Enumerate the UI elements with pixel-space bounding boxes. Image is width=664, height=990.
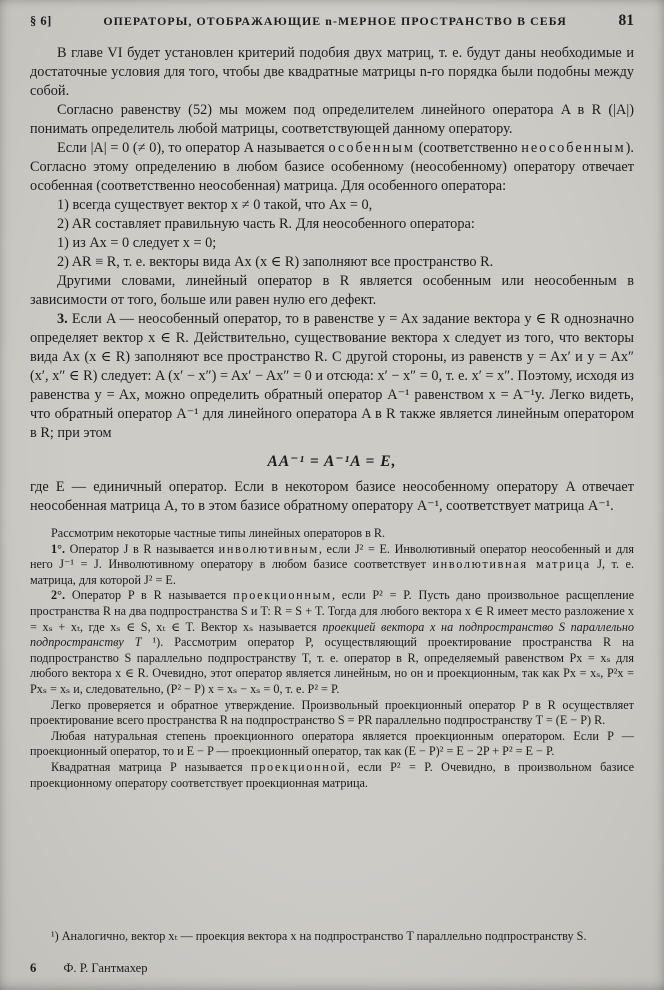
para-singular-definition: Если |A| = 0 (≠ 0), то оператор A называется особенным (соответственно неособенным). Согласно этому определению в любом базисе особенному (неособенному) оператору отвечает особенная (соответственно неособенная) матрица. Для особенного оператора: — [30, 140, 634, 194]
para-projection-operator: 2°. Оператор P в R называется проекционным, если P² = P. Пусть дано произвольное расщепление пространства R на два подпространства S и T: R = S + T. Тогда для любого вектора x ∈ R имеет место разложение x = xₛ + xₜ, где xₛ ∈ S, xₜ ∈ T. Вектор xₛ называется проекцией вектора x на подпространство S параллельно подпространству T ¹). Рассмотрим оператор P, осуществляющий проектирование пространства R на подпространство S параллельно подпространству T, т. е. оператор в R, определяемый равенством Px = xₛ для любого вектора x ∈ R. Очевидно, этот оператор является линейным, но он и проекционным, так как Px = xₛ, P²x = Pxₛ = xₛ и, следовательно, (P² − P) x = xₛ − xₛ = 0, т. е. P² = P. — [30, 588, 634, 696]
formula-inverse-identity: AA⁻¹ = A⁻¹A = E, — [267, 453, 397, 470]
page-bottom — [30, 929, 634, 976]
page-number: 81 — [618, 12, 634, 29]
para-inverse-operator: 3. Если A — неособенный оператор, то в равенстве y = Ax задание вектора y ∈ R однозначно определяет вектор x ∈ R. Действительно, существование вектора x следует из того, что векторы вида Ax (x ∈ R) заполняют все пространство R. С другой стороны, из равенств y = Ax′ и y = Ax″ (x′, x″ ∈ R) следует: A (x′ − x″) = Ax′ − Ax″ = 0 и отсюда: x′ − x″ = 0, т. е. x′ = x″. Поэтому, исходя из равенства y = Ax, можно определить обратный оператор A⁻¹ равенством x = A⁻¹y. Легко видеть, что обратный оператор A⁻¹ для линейного оператора A в R также является линейным оператором в R; при этом — [30, 311, 635, 441]
para-unit-operator: где E — единичный оператор. Если в некотором базисе неособенному оператору A отвечает неособенная матрица A, то в этом базисе обратному оператору A⁻¹, соответствует матрица A⁻¹. — [30, 479, 634, 514]
list-item-nonsingular-1: 1) из Ax = 0 следует x = 0; — [57, 235, 217, 251]
colophon — [30, 961, 634, 976]
list-item-singular-2: 2) AR составляет правильную часть R. Для неособенного оператора: — [57, 216, 475, 232]
list-item-nonsingular-2: 2) AR ≡ R, т. е. векторы вида Ax (x ∈ R) заполняют все пространство R. — [57, 254, 494, 270]
para-projection-powers: Любая натуральная степень проекционного оператора является проекционным оператором. Если P — проекционный оператор, то и E − P — проекционный оператор, так как (E − P)² = E − 2P + P² = E − P. — [30, 728, 634, 759]
para-matrix-similarity: В главе VI будет установлен критерий подобия двух матриц, т. е. будут даны необходимые и достаточные условия для того, чтобы две квадратные матрицы n-го порядка были подобны между собой. — [30, 45, 634, 99]
running-title: ОПЕРАТОРЫ, ОТОБРАЖАЮЩИЕ n-МЕРНОЕ ПРОСТРАНСТВО В СЕБЯ — [103, 14, 567, 28]
para-projection-matrix: Квадратная матрица P называется проекционной, если P² = P. Очевидно, в произвольном базисе проекционному оператору соответствует проекционная матрица. — [30, 759, 634, 790]
para-operator-types: Рассмотрим некоторые частные типы линейных операторов в R. — [51, 526, 386, 540]
page-header — [30, 12, 634, 30]
list-item-singular-1: 1) всегда существует вектор x ≠ 0 такой, что Ax = 0, — [57, 197, 373, 213]
sheet-number: 6 — [30, 961, 37, 975]
para-operator-determinant: Согласно равенству (52) мы можем под определителем линейного оператора A в R (|A|) понимать определитель любой матрицы, соответствующей данному оператору. — [30, 102, 634, 137]
main-text — [30, 44, 634, 516]
footnote: ¹) Аналогично, вектор xₜ — проекция вектора x на подпространство T параллельно подпространству S. — [51, 929, 587, 944]
para-involutive-operator: 1°. Оператор J в R называется инволютивным, если J² = E. Инволютивный оператор неособенный и для него J⁻¹ = J. Инволютивному оператору в любом базисе соответствует инволютивная матрица J, т. е. матрица, для которой J² = E. — [30, 541, 634, 587]
fine-print-section — [30, 526, 634, 791]
author-name: Ф. Р. Гантмахер — [63, 961, 148, 975]
section-mark: § 6] — [30, 14, 52, 28]
para-converse-statement: Легко проверяется и обратное утверждение. Произвольный проекционный оператор P в R осуществляет проектирование всего пространства R на подпространство S = PR параллельно подпространству T = (E − P) R. — [30, 697, 634, 728]
para-defect: Другими словами, линейный оператор в R является особенным или неособенным в зависимости от того, больше или равен нулю его дефект. — [30, 273, 634, 308]
